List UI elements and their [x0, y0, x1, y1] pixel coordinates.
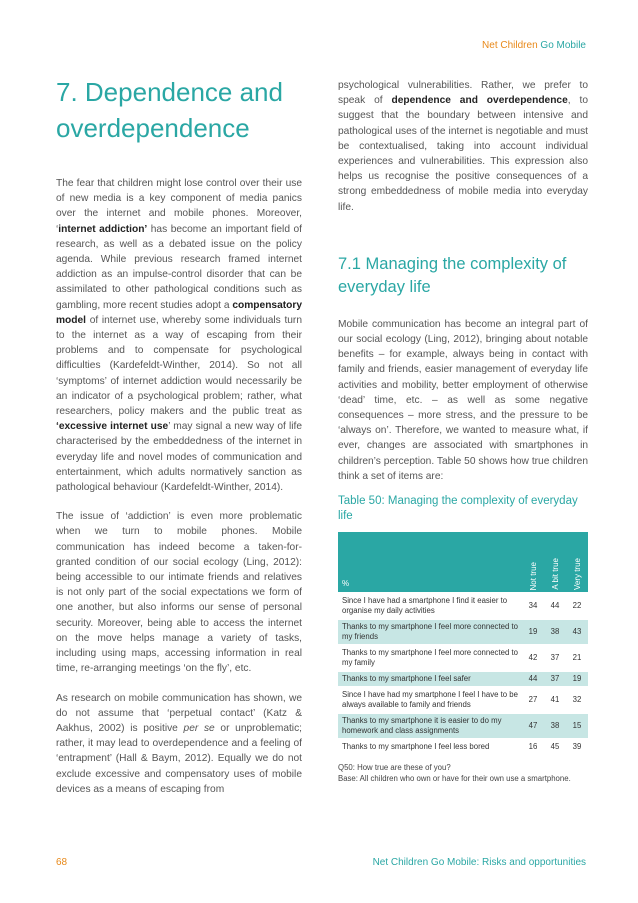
row-value: 44 [544, 594, 566, 618]
row-label: Since I have had my smartphone I feel I have to be always available to family and friends [338, 688, 522, 712]
page-number: 68 [56, 857, 68, 868]
row-value: 22 [566, 594, 588, 618]
row-value: 15 [566, 714, 588, 738]
row-value: 19 [566, 672, 588, 686]
row-label: Since I have had a smartphone I find it easier to organise my daily activities [338, 594, 522, 618]
table-row [338, 620, 588, 644]
row-value: 41 [544, 688, 566, 712]
table-row [338, 714, 588, 738]
row-value: 44 [522, 672, 544, 686]
row-value: 43 [566, 620, 588, 644]
right-column [338, 78, 588, 784]
brand-part2: Go Mobile [540, 40, 586, 51]
row-value: 39 [566, 740, 588, 754]
section-title: 7.1 Managing the complexity of everyday life [338, 254, 567, 296]
row-label: Thanks to my smartphone it is easier to do my homework and class assignments [338, 714, 522, 738]
table-row [338, 672, 588, 686]
row-label: Thanks to my smartphone I feel more connected to my family [338, 646, 522, 670]
row-label: Thanks to my smartphone I feel less bored [338, 740, 522, 754]
left-paragraph-3: As research on mobile communication has shown, we do not assume that ‘perpetual contact’ (Katz & Aakhus, 2002) is positive per se or unproblematic; rather, it may lead to overdependence and a feeling of ‘entrapment’ (Hall & Baym, 2012). Equally we do not exclude excessive and compensatory uses of mobile devices as a means of escaping from [56, 692, 302, 795]
col-header: Very true [566, 532, 588, 592]
right-paragraph-2: Mobile communication has become an integral part of our social ecology (Ling, 2012), bringing about notable benefits – for example, always being in contact with family and friends, easier management of everyday life activities and mobility, better employment of otherwise ‘dead’ time, etc. – as well as some negative consequences – more stress, and the pressure to be ‘always on’. Therefore, we wanted to measure what, if ever, changes are associated with smartphones in children’s perception. Table 50 shows how true children think a set of items are: [338, 318, 588, 482]
row-label: Thanks to my smartphone I feel more connected to my friends [338, 620, 522, 644]
brand-part1: Net Children [482, 40, 538, 51]
table-row [338, 688, 588, 712]
row-value: 45 [544, 740, 566, 754]
table-base: Base: All children who own or have for their own use a smartphone. [338, 774, 571, 784]
table-note [338, 762, 588, 784]
table-title: Table 50: Managing the complexity of everyday life [338, 495, 578, 523]
table-row [338, 646, 588, 670]
row-value: 27 [522, 688, 544, 712]
left-paragraph-1: The fear that children might lose control over their use of new media is a key component of media panics over the internet and mobile phones. Moreover, ‘internet addiction’ has become an important field of research, as well as a debated issue on the policy agenda. While previous research framed internet addiction as an impulse-control disorder that can be assimilated to other pathological conditions such as gambling, more recent studies adopt a compensatory model of internet use, whereby some individuals turn to the internet as a way of escaping from their problems and to compensate for psychological difficulties (Kardefeldt-Winther, 2014). So not all ‘symptoms’ of internet addiction would necessarily be an indicator of a psychological problem; rather, what researchers, policy makers and the public treat as ‘excessive internet use’ may signal a new way of life characterised by the embeddedness of the internet in everyday life and novel modes of communication and entertainment, which adults normatively sanction as pathological behaviour (Kardefeldt-Winther, 2014). [56, 178, 302, 494]
table-row [338, 594, 588, 618]
row-value: 37 [544, 672, 566, 686]
col-header: Not true [522, 532, 544, 592]
row-value: 37 [544, 646, 566, 670]
row-value: 47 [522, 714, 544, 738]
col-header: A bit true [544, 532, 566, 592]
row-value: 34 [522, 594, 544, 618]
row-value: 19 [522, 620, 544, 644]
right-paragraph-1: psychological vulnerabilities. Rather, we prefer to speak of dependence and overdependence, to suggest that the boundary between intensive and pathological uses of the internet is negotiable and must be contextualised, taking into account individual experiences and vulnerabilities. This expression also helps us recognise the positive consequences of a strong embeddedness of mobile media into everyday life. [338, 80, 588, 213]
left-column [56, 176, 302, 797]
row-value: 42 [522, 646, 544, 670]
left-paragraph-2: The issue of ‘addiction’ is even more problematic when we turn to mobile phones. Mobile communication has indeed become a taken-for-granted condition of our social ecology (Ling, 2012): being accessible to our intimate friends and relatives is not only part of the social expectations we form of one another, but also informs our sense of personal security. Moreover, being able to access the internet on the move helps manage a variety of tasks, including using maps, accessing information in real time, re-arranging meetings ‘on the fly’, etc. [56, 511, 302, 675]
footer-text: Net Children Go Mobile: Risks and opportunities [372, 857, 586, 868]
data-table [338, 530, 588, 756]
table-question: Q50: How true are these of you? [338, 763, 451, 773]
row-label: Thanks to my smartphone I feel safer [338, 672, 522, 686]
header-brand [482, 40, 586, 51]
row-value: 32 [566, 688, 588, 712]
row-value: 38 [544, 714, 566, 738]
chapter-title: 7. Dependence and overdependence [56, 77, 283, 143]
row-value: 38 [544, 620, 566, 644]
table-row [338, 740, 588, 754]
row-value: 16 [522, 740, 544, 754]
row-value: 21 [566, 646, 588, 670]
table-unit: % [338, 532, 522, 592]
